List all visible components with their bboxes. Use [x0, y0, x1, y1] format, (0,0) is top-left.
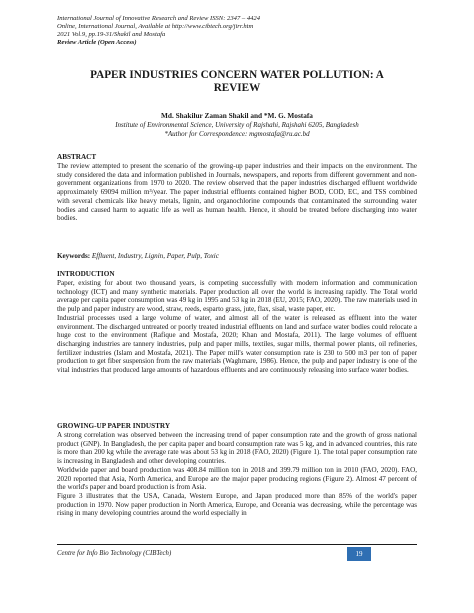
journal-name: International Journal of Innovative Research and Review ISSN: 2347 – 4424 — [57, 15, 261, 22]
growing-paragraph-2: Worldwide paper and board production was 408.84 million ton in 2018 and 399.79 million ton in 2010 (FAO, 2020). FAO, 2020 reported that Asia, North America, and Europe are the major paper producing regions (Figure 2). Almost 47 percent of the world's paper and board production is from Asia. — [57, 465, 417, 492]
abstract-section — [57, 153, 417, 223]
growing-heading: GROWING-UP PAPER INDUSTRY — [57, 422, 171, 430]
article-title — [57, 69, 417, 96]
introduction-paragraph-1: Paper, existing for about two thousand years, is competing successfully with modern information and communication technology (ICT) and many synthetic materials. Paper production all over the world is increasing rapidly. The Total world average per capita paper consumption was 49 kg in 1995 and 53 kg in 2018 (EU, 2015; FAO, 2020). The raw materials used in the pulp and paper industry are wood, straw, reeds, esparto grass, jute, flax, sisal, waste paper, etc. — [57, 279, 417, 314]
article-type: Review Article (Open Access) — [57, 39, 137, 47]
affiliation-block — [57, 121, 417, 138]
footer-publisher: Centre for Info Bio Technology (CIBTech) — [57, 550, 172, 557]
title-line-1: PAPER INDUSTRIES CONCERN WATER POLLUTION: A — [90, 69, 384, 81]
keywords-label: Keywords: — [57, 252, 91, 260]
growing-paragraph-1: A strong correlation was observed between the increasing trend of paper consumption rate and the growth of gross national product (GNP). In Bangladesh, the per capita paper and board consumption rate was 5 kg, and in advanced countries, this rate is more than 200 kg while the average rate was about 53 kg in 2018 (FAO, 2020) (Figure 1). The total paper consumption rate is increasing in Bangladesh and other developing countries. — [57, 431, 417, 466]
introduction-paragraph-2: Industrial processes used a large volume of water, and almost all of the water is released as effluent into the water environment. The discharged untreated or poorly treated industrial effluents on land and surface water bodies could relocate a huge cost to the environment (Rafique and Mostafa, 2020; Khan and Mostafa, 2011). The large volumes of effluent discharging industries are tannery industries, pulp and paper mills, textiles, sugar mills, thermal power plants, oil refineries, fertilizer industries (Islam and Mostafa, 2021). The Paper mill's water consumption rate is 230 to 500 m3 per ton of paper production to get fiber suspension from the raw materials (Waghmare, 1986). Hence, the pulp and paper industry is one of the vital industries that produced large amounts of hazardous effluents and are continuously releasing into surface water bodies. — [57, 313, 417, 375]
abstract-heading: ABSTRACT — [57, 153, 97, 161]
journal-volume: 2021 Vol.9, pp.19-31/Shakil and Mostafa — [57, 31, 166, 39]
footer-divider — [57, 544, 417, 545]
journal-online: Online, International Journal, Available at http://www.cibtech.org/jirr.htm — [57, 23, 254, 31]
author-list: Md. Shakilur Zaman Shakil and *M. G. Mostafa — [161, 111, 313, 120]
introduction-section — [57, 270, 417, 375]
growing-paragraph-3: Figure 3 illustrates that the USA, Canada, Western Europe, and Japan produced more than 85% of the world's paper production in 1970. Now paper production in North America, Europe, and Oceania was decreasing, while the percentage was rising in many developing countries around the world especially in — [57, 491, 417, 518]
journal-header — [57, 15, 417, 47]
correspondence: *Author for Correspondence: mgmostafa@ru.ac.bd — [164, 129, 310, 138]
affiliation: Institute of Environmental Science, University of Rajshahi, Rajshahi 6205, Bangladesh — [115, 121, 359, 129]
abstract-text: The review attempted to present the scenario of the growing-up paper industries and their impacts on the environment. The study considered the data and information published in Journals, newspapers, and reports from different government and non-government organizations from 1970 to 2020. The review observed that the paper industries discharged effluent worldwide approximately 69094 million m³/year. The paper industrial effluents contained higher BOD, COD, EC, and TSS combined with several chemicals like heavy metals, lignin, and organochlorine compounds that contaminated the surrounding water bodies and caused harm to aquatic life as well as human health. Hence, it should be treated before discharging into water bodies. — [57, 162, 417, 223]
title-line-2: REVIEW — [213, 82, 261, 95]
keywords — [57, 252, 417, 261]
page-number: 19 — [347, 547, 371, 561]
growing-section — [57, 422, 417, 518]
keywords-text: Effluent, Industry, Lignin, Paper, Pulp, Toxic — [91, 252, 219, 260]
introduction-heading: INTRODUCTION — [57, 270, 115, 278]
